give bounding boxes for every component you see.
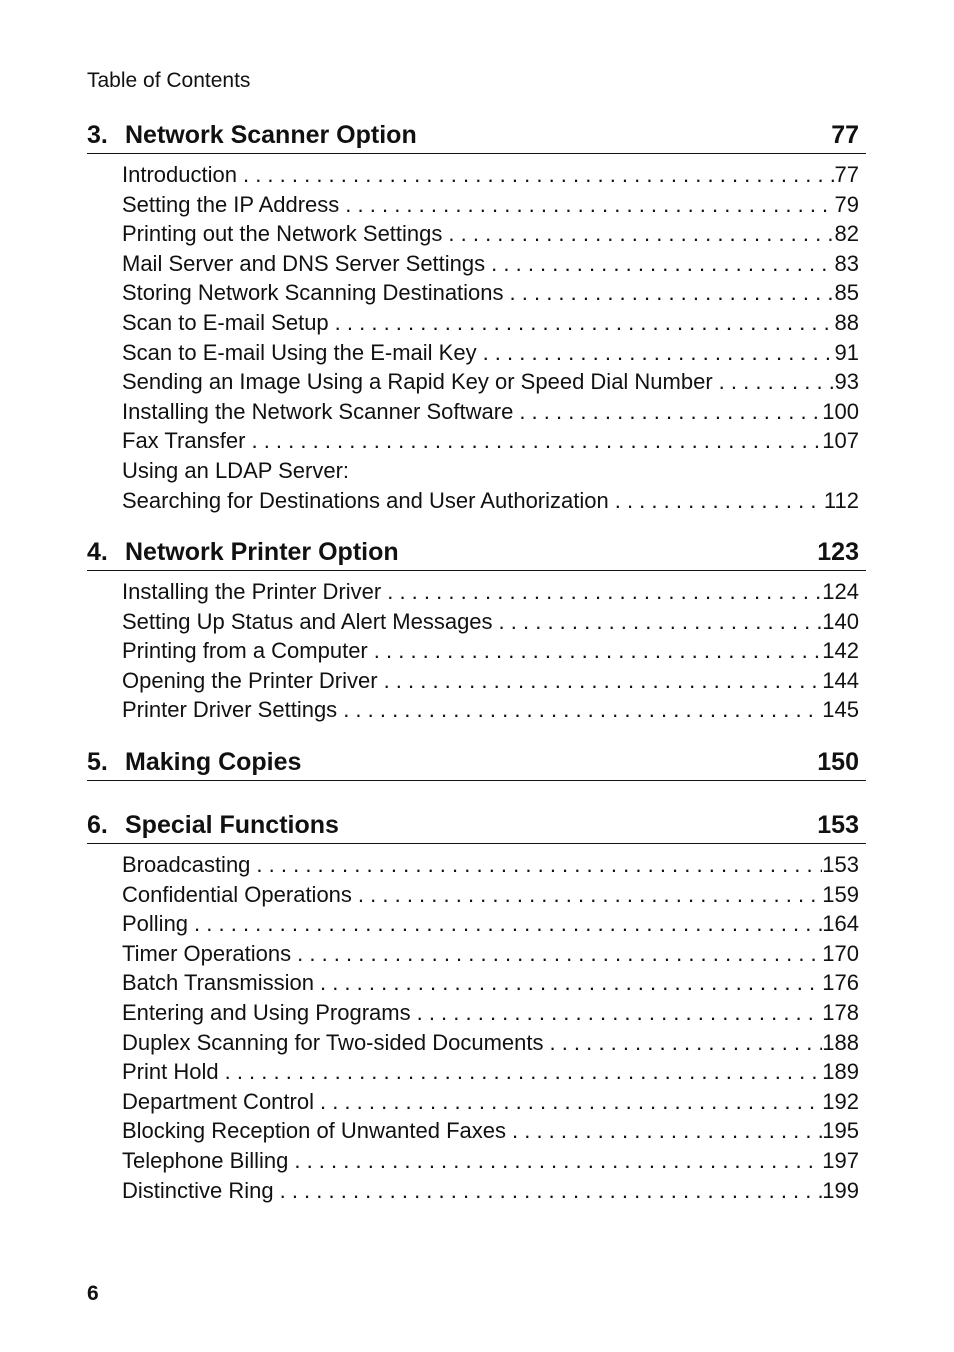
dot-leader [237, 160, 835, 190]
toc-entry-title: Setting Up Status and Alert Messages [122, 608, 493, 634]
toc-entry[interactable] [122, 968, 859, 998]
toc-entry-title: Fax Transfer [122, 428, 246, 454]
toc-entry[interactable] [122, 456, 859, 486]
dot-leader [477, 338, 835, 368]
toc-entry[interactable] [122, 1028, 859, 1058]
toc-entry-title: Installing the Printer Driver [122, 579, 382, 604]
dot-leader [713, 367, 835, 397]
toc-entry-list [122, 160, 859, 515]
toc-entry[interactable] [122, 636, 859, 666]
toc-entry[interactable] [122, 249, 859, 279]
chapter-heading[interactable] [87, 120, 866, 154]
toc-entry-page: 107 [822, 428, 859, 454]
dot-leader [513, 397, 822, 427]
dot-leader [329, 308, 835, 338]
toc-entry-page: 85 [834, 280, 859, 306]
dot-leader [381, 577, 822, 607]
chapter-heading[interactable] [87, 747, 866, 781]
dot-leader [288, 1146, 822, 1176]
toc-entry[interactable] [122, 1057, 859, 1087]
toc-entry[interactable] [122, 219, 859, 249]
running-head: Table of Contents [87, 69, 251, 92]
chapter-5 [87, 747, 866, 781]
toc-entry-title: Blocking Reception of Unwanted Faxes [122, 1118, 506, 1144]
toc-entry-page: 124 [822, 579, 859, 604]
chapter-6 [87, 810, 866, 1205]
toc-entry-page: 153 [822, 852, 859, 877]
toc-entry-page: 83 [834, 250, 859, 276]
dot-leader [314, 968, 822, 998]
dot-leader [339, 190, 834, 220]
dot-leader [250, 850, 822, 880]
toc-entry[interactable] [122, 278, 859, 308]
chapter-4 [87, 537, 866, 725]
dot-leader [368, 636, 823, 666]
dot-leader [219, 1057, 823, 1087]
toc-entry-page: 178 [822, 999, 859, 1025]
toc-entry[interactable] [122, 308, 859, 338]
toc-entry-title: Batch Transmission [122, 970, 314, 996]
toc-entry-list [122, 850, 859, 1205]
dot-leader [411, 998, 823, 1028]
dot-leader [609, 486, 824, 516]
toc-entry[interactable] [122, 1176, 859, 1206]
chapter-title: Making Copies [125, 748, 302, 776]
toc-entry-page: 79 [834, 191, 859, 217]
toc-entry[interactable] [122, 426, 859, 456]
dot-leader [274, 1176, 823, 1206]
toc-entry[interactable] [122, 850, 859, 880]
chapter-title: Network Printer Option [125, 538, 399, 566]
chapter-page: 123 [817, 538, 859, 566]
toc-entry-page: 100 [822, 398, 859, 424]
toc-entry-title: Confidential Operations [122, 881, 352, 907]
dot-leader [506, 1116, 822, 1146]
dot-leader [314, 1087, 822, 1117]
toc-entry-title: Setting the IP Address [122, 191, 340, 217]
dot-leader [291, 939, 822, 969]
toc-entry-title: Scan to E-mail Using the E-mail Key [122, 339, 477, 365]
toc-entry-title: Installing the Network Scanner Software [122, 398, 514, 424]
chapter-page: 150 [817, 748, 859, 776]
toc-entry[interactable] [122, 1146, 859, 1176]
toc-entry[interactable] [122, 880, 859, 910]
dot-leader [188, 909, 822, 939]
toc-entry-page: 189 [822, 1059, 859, 1085]
page-number: 6 [87, 1282, 99, 1305]
toc-entry-title: Printing out the Network Settings [122, 221, 443, 247]
toc-entry-title: Broadcasting [122, 852, 251, 877]
toc-entry-page: 159 [822, 881, 859, 907]
toc-entry-title: Printer Driver Settings [122, 697, 338, 723]
toc-entry-title: Introduction [122, 162, 237, 187]
toc-entry-page: 197 [822, 1147, 859, 1173]
dot-leader [543, 1028, 822, 1058]
toc-entry[interactable] [122, 1116, 859, 1146]
toc-entry-title: Searching for Destinations and User Authorization [122, 487, 609, 513]
toc-entry-title: Sending an Image Using a Rapid Key or Speed Dial Number [122, 369, 713, 395]
toc-entry[interactable] [122, 909, 859, 939]
toc-entry-title: Scan to E-mail Setup [122, 309, 329, 335]
toc-entry-title: Timer Operations [122, 940, 292, 966]
toc-entry[interactable] [122, 367, 859, 397]
chapter-number: 5. [87, 748, 108, 776]
chapter-heading[interactable] [87, 810, 866, 844]
toc-entry-title: Printing from a Computer [122, 638, 368, 664]
toc-entry-page: 142 [822, 638, 859, 664]
toc-entry-title: Opening the Printer Driver [122, 667, 378, 693]
chapter-number: 3. [87, 121, 108, 149]
toc-entry[interactable] [122, 338, 859, 368]
toc-entry-page: 195 [822, 1118, 859, 1144]
chapter-number: 6. [87, 811, 108, 839]
toc-entry-page: 82 [834, 221, 859, 247]
toc-entry-title: Polling [122, 911, 189, 937]
toc-entry-page: 88 [834, 309, 859, 335]
dot-leader [245, 426, 822, 456]
dot-leader [493, 607, 823, 637]
toc-entry-title: Storing Network Scanning Destinations [122, 280, 504, 306]
toc-entry-title: Mail Server and DNS Server Settings [122, 250, 486, 276]
toc-entry-title: Using an LDAP Server: [122, 457, 350, 483]
dot-leader [504, 278, 835, 308]
toc-entry-title: Entering and Using Programs [122, 999, 411, 1025]
dot-leader [485, 249, 834, 279]
toc-entry[interactable] [122, 577, 859, 607]
toc-entry-page: 164 [822, 911, 859, 937]
toc-entry-page: 176 [822, 970, 859, 996]
chapter-title: Network Scanner Option [125, 121, 417, 149]
dot-leader [352, 880, 822, 910]
toc-entry-page: 93 [834, 369, 859, 395]
toc-entry-title: Distinctive Ring [122, 1177, 274, 1203]
toc-entry[interactable] [122, 607, 859, 637]
toc-entry-page: 145 [822, 697, 859, 723]
toc-entry[interactable] [122, 666, 859, 696]
toc-entry-title: Duplex Scanning for Two-sided Documents [122, 1029, 544, 1055]
chapter-number: 4. [87, 538, 108, 566]
toc-entry[interactable] [122, 939, 859, 969]
toc-entry-page: 144 [822, 667, 859, 693]
toc-entry-title: Telephone Billing [122, 1147, 289, 1173]
toc-entry-page: 192 [822, 1088, 859, 1114]
dot-leader [337, 695, 822, 725]
toc-entry-title: Print Hold [122, 1059, 219, 1085]
toc-entry-page: 91 [834, 339, 859, 365]
toc-entry-page: 199 [822, 1177, 859, 1203]
toc-entry[interactable] [122, 190, 859, 220]
chapter-title: Special Functions [125, 811, 339, 839]
toc-entry-page: 112 [823, 487, 859, 513]
chapter-heading[interactable] [87, 537, 866, 571]
dot-leader [378, 666, 823, 696]
toc-entry[interactable] [122, 1087, 859, 1117]
toc-entry-page: 170 [822, 940, 859, 966]
toc-entry[interactable] [122, 397, 859, 427]
chapter-page: 77 [831, 121, 859, 149]
toc-entry[interactable] [122, 160, 859, 190]
toc-entry[interactable] [122, 486, 859, 516]
chapter-3 [87, 120, 866, 515]
toc-entry-title: Department Control [122, 1088, 314, 1114]
chapter-page: 153 [817, 811, 859, 839]
toc-entry-page: 140 [822, 608, 859, 634]
toc-entry[interactable] [122, 695, 859, 725]
dot-leader [442, 219, 834, 249]
toc-entry-page: 77 [834, 162, 859, 187]
toc-entry-list [122, 577, 859, 725]
toc-entry[interactable] [122, 998, 859, 1028]
toc-entry-page: 188 [822, 1029, 859, 1055]
